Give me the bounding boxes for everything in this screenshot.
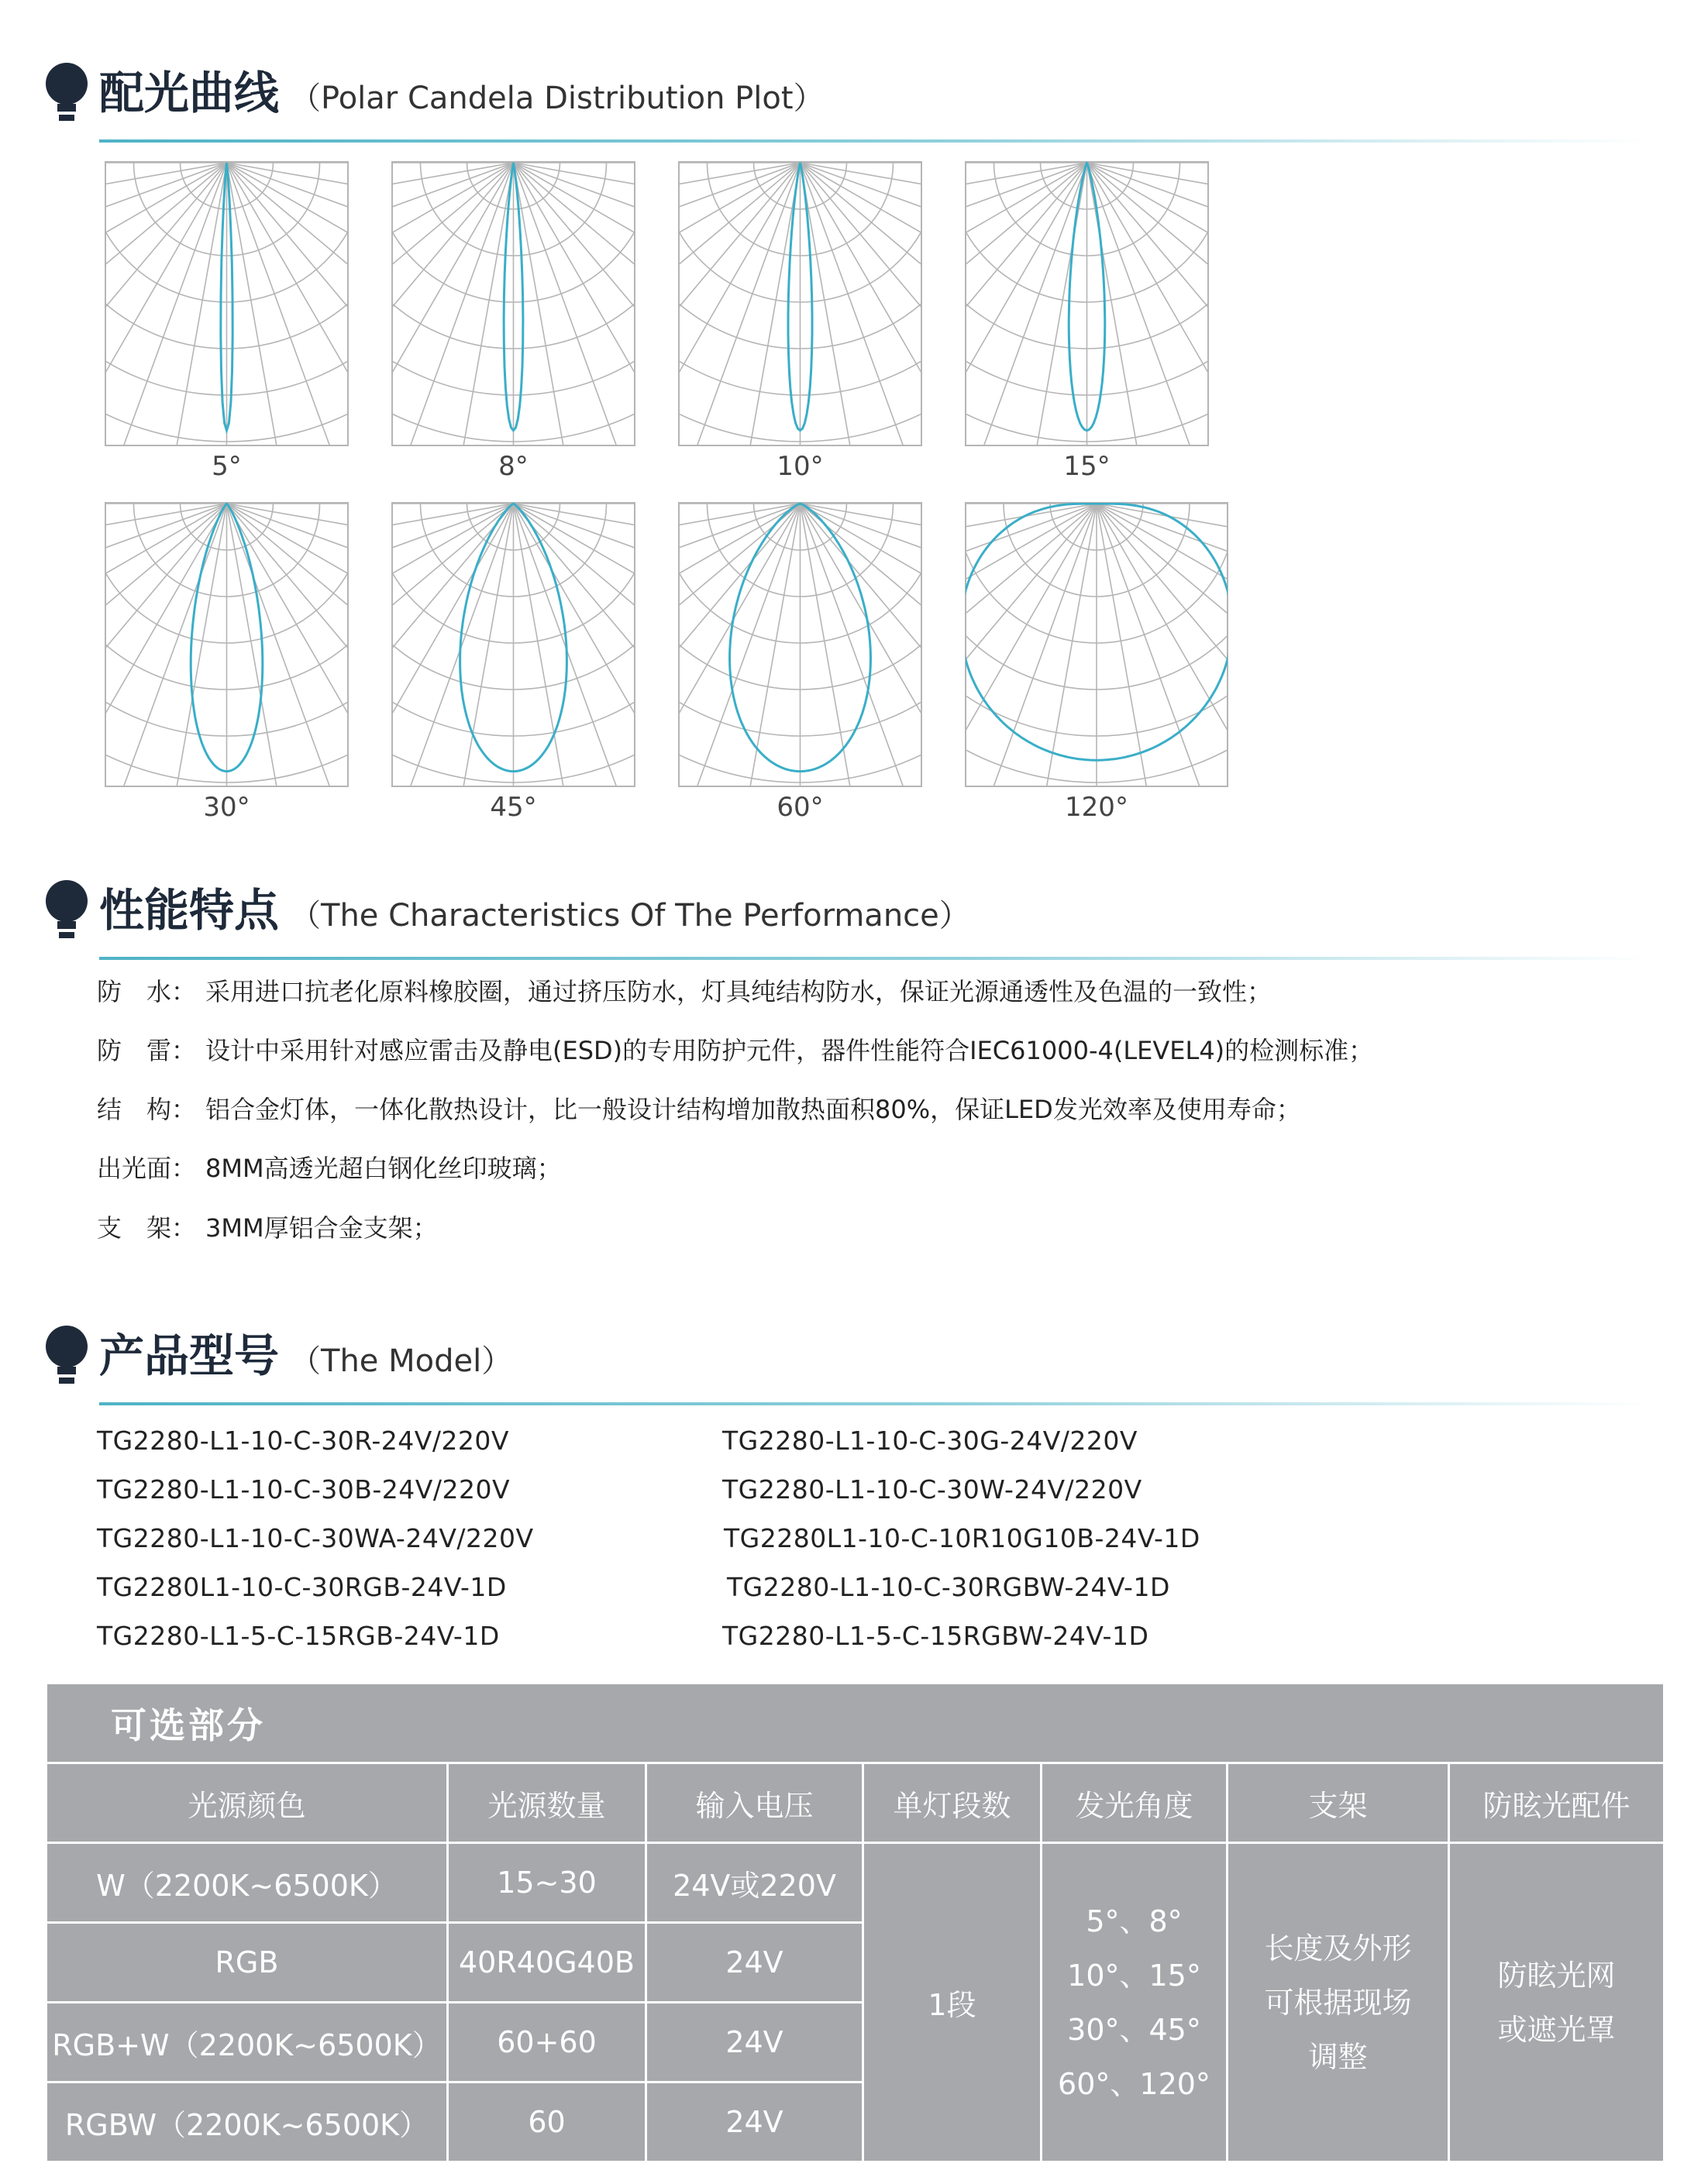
table-cell: 60 xyxy=(448,2083,646,2162)
polar-plot-label: 5° xyxy=(212,451,242,482)
polar-plot-120 xyxy=(965,502,1228,787)
polar-plot-60 xyxy=(678,502,922,787)
section-title: 性能特点 （The Characteristics Of The Performance） xyxy=(99,884,970,937)
header-cell: 发光角度 xyxy=(1042,1763,1228,1843)
model-item: TG2280-L1-5-C-15RGB-24V-1D xyxy=(97,1621,500,1651)
polar-plot-label: 60° xyxy=(777,792,824,823)
model-item: TG2280L1-10-C-30RGB-24V-1D xyxy=(97,1572,507,1602)
header-cell: 输入电压 xyxy=(646,1763,863,1843)
section-divider xyxy=(99,957,1649,960)
feature-waterproof: 防 水： 采用进口抗老化原料橡胶圈，通过挤压防水，灯具纯结构防水，保证光源通透性及色温的一致性； xyxy=(97,977,1272,1006)
table-cell: 60+60 xyxy=(448,2003,646,2083)
feature-bracket: 支 架： 3MM厚铝合金支架； xyxy=(97,1213,438,1243)
feature-lightning: 防 雷： 设计中采用针对感应雷击及静电(ESD)的专用防护元件，器件性能符合IEC61000-4(LEVEL4)的检测标准； xyxy=(97,1036,1374,1065)
header-cell: 光源颜色 xyxy=(46,1763,448,1843)
table-cell: 24V xyxy=(646,2083,863,2162)
table-cell: RGB xyxy=(46,1923,448,2003)
antiglare-cell: 防眩光网 或遮光罩 xyxy=(1449,1843,1665,2162)
table-cell: 40R40G40B xyxy=(448,1923,646,2003)
table-cell: 24V xyxy=(646,1923,863,2003)
angles-cell: 5°、8° 10°、15° 30°、45° 60°、120° xyxy=(1042,1843,1228,2162)
bulb-icon xyxy=(45,60,88,124)
segments-cell: 1段 xyxy=(863,1843,1042,2162)
section-performance-header xyxy=(45,872,1641,949)
options-title: 可选部分 xyxy=(46,1684,1665,1763)
polar-plot-label: 15° xyxy=(1063,451,1111,482)
section-model-header xyxy=(45,1317,1641,1395)
table-cell: RGBW（2200K~6500K） xyxy=(46,2083,448,2162)
table-cell: W（2200K~6500K） xyxy=(46,1843,448,1923)
polar-plot-label: 30° xyxy=(203,792,250,823)
polar-plot-label: 10° xyxy=(777,451,824,482)
section-divider xyxy=(99,1402,1649,1405)
section-divider xyxy=(99,139,1649,143)
polar-plot-label: 45° xyxy=(490,792,537,823)
model-item: TG2280-L1-10-C-30B-24V/220V xyxy=(97,1474,511,1505)
bracket-cell: 长度及外形 可根据现场 调整 xyxy=(1228,1843,1449,2162)
polar-plot-15 xyxy=(965,161,1209,446)
polar-plot-30 xyxy=(105,502,349,787)
polar-plot-label: 120° xyxy=(1065,792,1128,823)
model-item: TG2280-L1-10-C-30WA-24V/220V xyxy=(97,1523,534,1553)
options-table xyxy=(45,1682,1665,2163)
section-title: 产品型号 （The Model） xyxy=(99,1329,513,1382)
polar-plot-8 xyxy=(391,161,635,446)
model-item: TG2280-L1-10-C-30R-24V/220V xyxy=(97,1426,509,1456)
model-item: TG2280-L1-5-C-15RGBW-24V-1D xyxy=(722,1621,1149,1651)
feature-structure: 结 构： 铝合金灯体，一体化散热设计，比一般设计结构增加散热面积80%，保证LED发光效率及使用寿命； xyxy=(97,1095,1301,1124)
bulb-icon xyxy=(45,1323,88,1387)
table-cell: 15~30 xyxy=(448,1843,646,1923)
model-item: TG2280L1-10-C-10R10G10B-24V-1D xyxy=(724,1523,1200,1553)
polar-plot-10 xyxy=(678,161,922,446)
section-polar-header xyxy=(45,54,1641,132)
polar-plot-5 xyxy=(105,161,349,446)
header-cell: 防眩光配件 xyxy=(1449,1763,1665,1843)
table-cell: 24V xyxy=(646,2003,863,2083)
feature-lens: 出光面： 8MM高透光超白钢化丝印玻璃； xyxy=(97,1154,562,1183)
bulb-icon xyxy=(45,878,88,941)
polar-plot-45 xyxy=(391,502,635,787)
model-item: TG2280-L1-10-C-30RGBW-24V-1D xyxy=(727,1572,1170,1602)
table-cell: 24V或220V xyxy=(646,1843,863,1923)
header-cell: 光源数量 xyxy=(448,1763,646,1843)
model-item: TG2280-L1-10-C-30W-24V/220V xyxy=(722,1474,1142,1505)
section-title: 配光曲线 （Polar Candela Distribution Plot） xyxy=(99,67,825,119)
header-cell: 支架 xyxy=(1228,1763,1449,1843)
polar-plot-label: 8° xyxy=(498,451,529,482)
model-item: TG2280-L1-10-C-30G-24V/220V xyxy=(722,1426,1138,1456)
table-cell: RGB+W（2200K~6500K） xyxy=(46,2003,448,2083)
header-cell: 单灯段数 xyxy=(863,1763,1042,1843)
